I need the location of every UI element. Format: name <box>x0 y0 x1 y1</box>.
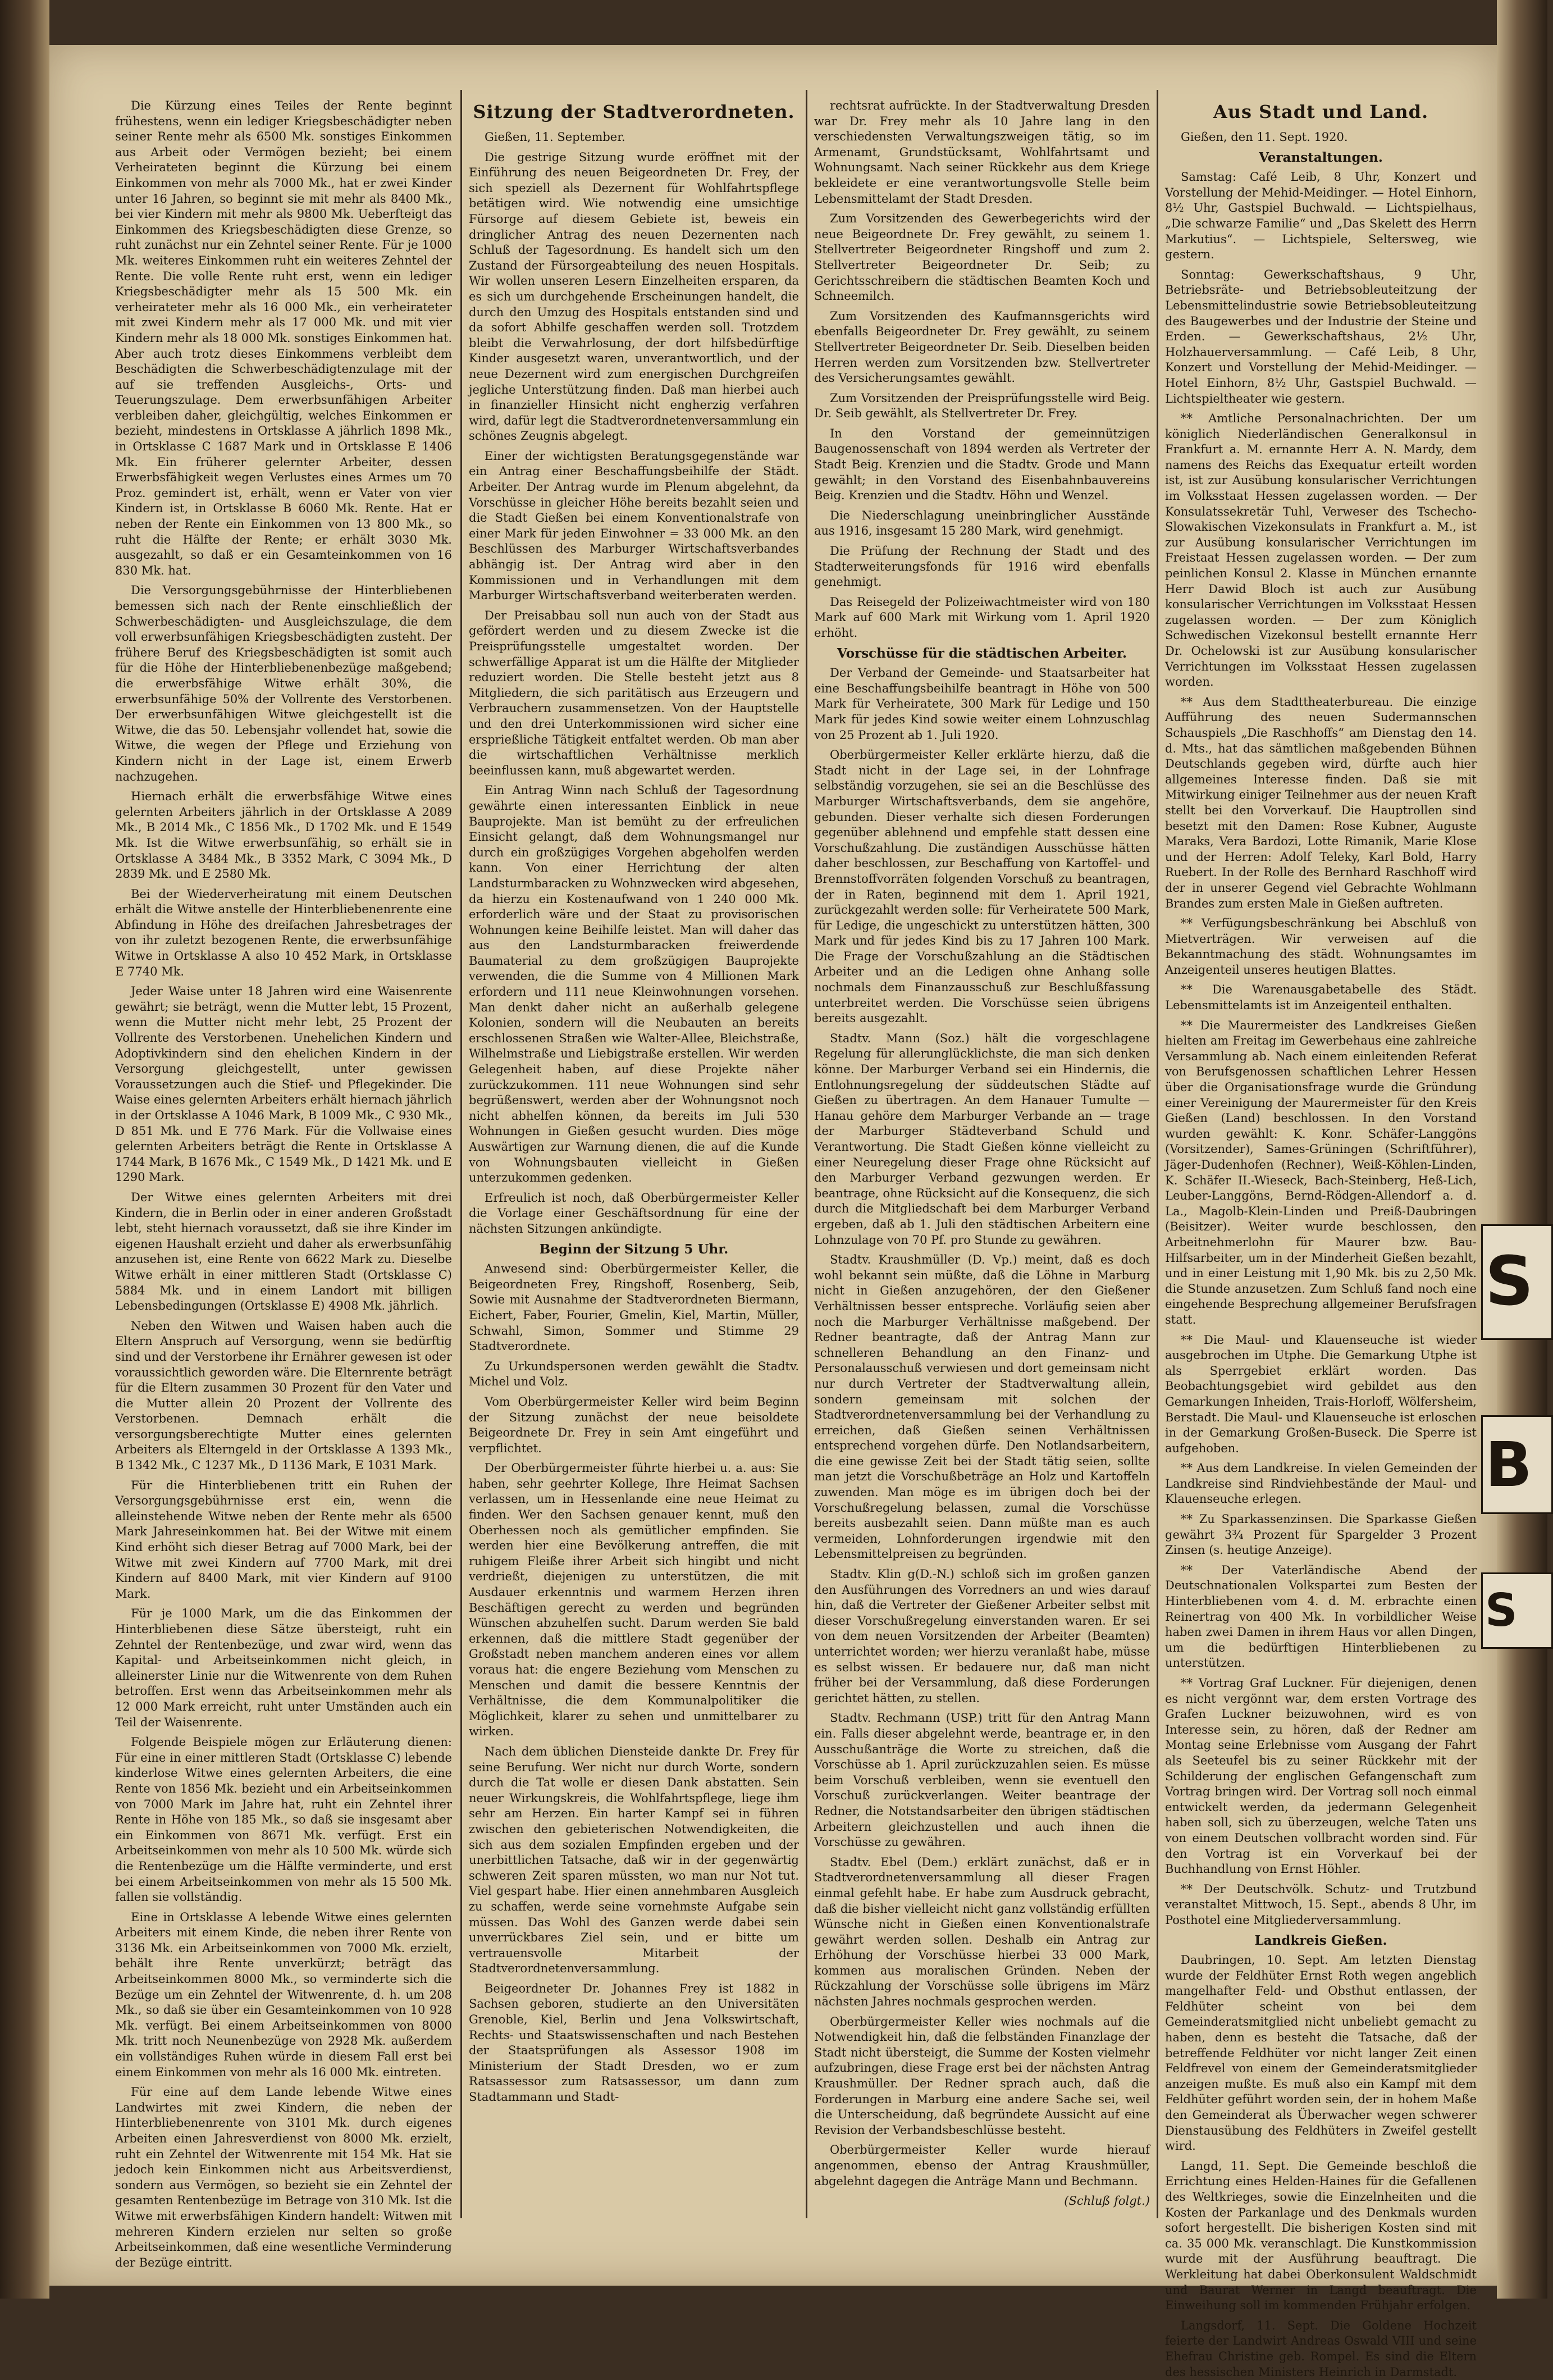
column-council-continued <box>814 98 1150 2221</box>
article-title: Sitzung der Stadtverordneten. <box>473 101 795 122</box>
dateline: Gießen, 11. September. <box>485 130 625 144</box>
paragraph: Einer der wichtigsten Beratungsgegenstände war ein Antrag einer Beschaffungsbeihilfe der Städt. Arbeiter. Der Antrag wurde im Plenum abgelehnt, da Vorschüsse in gleicher Höhe bereits bezahlt seien und die Stadt Gießen bei einem Konventionalstrafe von einer Mark für jeden Einwohner = 33 000 Mk. an den Beschlüssen des Marburger Wirtschaftsverbandes abhängig ist. Der Antrag wird aber in den Kommissionen und in Verhandlungen mit dem Marburger Wirtschaftsverband weiterberaten werden. <box>469 449 799 603</box>
paragraph: ** Aus dem Stadttheaterbureau. Die einzige Aufführung des neuen Sudermannschen Schauspiels „Die Raschhoffs“ am Dienstag den 14. d. Mts., hat das sämtlichen maßgebenden Bühnen Deutschlands gegeben wird, dürfte auch hier allgemeines Interesse finden. Daß sie mit Mitwirkung einiger Teilnehmer aus der neuen Kraft stellt bei den Vorverkauf. Die Hauptrollen sind besetzt mit den Damen: Rose Kubner, Auguste Maraks, Vera Bardozi, Lotte Rimanik, Marie Klose und der Herren: Adolf Teleky, Karl Bold, Harry Ruebert. In der Rolle des Bernhard Raschhoff wird der in unserer Gegend viel Gebrachte Wohlmann Brandes zum ersten Male in Gießen auftreten. <box>1165 695 1477 910</box>
paragraph: Langd, 11. Sept. Die Gemeinde beschloß die Errichtung eines Helden-Haines für die Gefallenen des Weltkrieges, sowie die Einzelnheiten und die Kosten der Parkanlage und des Denkmals wurden sofort hergestellt. Die bisherigen Kosten sind mit ca. 35 000 Mk. veranschlagt. Die Kunstkommission wurde mit der Ausführung beauftragt. Die Werkleitung hat dabei Oberkonsulent Waldschmidt und Baurat Werner in Langd beauftragt. Die Einweihung soll im kommenden Frühjahr erfolgen. <box>1165 2159 1477 2313</box>
column-city-council <box>469 98 799 2221</box>
column-rule-3 <box>1157 90 1158 2218</box>
adjacent-page-ad <box>1481 1224 1553 1340</box>
adjacent-page-ad <box>1481 1415 1553 1514</box>
paragraph: Für je 1000 Mark, um die das Einkommen der Hinterbliebenen diese Sätze übersteigt, ruht ein Zehntel der Rentenbezüge, und zwar wird, wenn das Kapital- und Arbeitseinkommen nicht gleich, in alleinerster Linie nur die Witwenrente von dem Ruhen betroffen. Erst wenn das Arbeitseinkommen mehr als 12 000 Mark erreicht, ruht unter Umständen auch ein Teil der Waisenrente. <box>115 1607 452 1729</box>
paragraph: Zum Vorsitzenden der Preisprüfungsstelle wird Beig. Dr. Seib gewählt, als Stellvertreter Dr. Frey. <box>814 391 1150 421</box>
paragraph: ** Amtliche Personalnachrichten. Der um königlich Niederländischen Generalkonsul in Frankfurt a. M. ernannte Herr A. N. Mardy, dem namens des Reichs das Exequatur erteilt worden ist, ist zur Ausübung konsularischer Verrichtungen im Volksstaat Hessen zugelassen worden. — Der Konsulatssekretär Tuhl, Verweser des Tschecho-Slowakischen Vizekonsulats in Frankfurt a. M., ist zur Ausübung konsularischer Verrichtungen im Freistaat Hessen zugelassen worden. — Der zum peinlichen Konsul 2. Klasse in München ernannte Herr Dawid Bloch ist auch zur Ausübung konsularischer Verrichtungen im Volksstaat Hessen zugelassen worden. — Der zum Königlich Schwedischen Vizekonsul bestellt ernannte Herr Dr. Ochelowski ist zur Ausübung konsularischer Verrichtungen im Volksstaat Hessen zugelassen worden. <box>1165 412 1477 689</box>
paragraph: Stadtv. Klin g(D.-N.) schloß sich im großen ganzen den Ausführungen des Vorredners an und wies darauf hin, daß die Vertreter der Gießener Arbeiter selbst mit dieser Vorschußregelung einverstanden waren. Er sei von dem neuen Vorsitzenden der Arbeiter (Beamten) unterrichtet worden; wer hierzu veranlaßt habe, müsse es selbst wissen. Er bedauere nur, daß man nicht früher bei der Versammlung, daß diese Forderungen gerichtet hätten, zu stellen. <box>814 1567 1150 1705</box>
paragraph: Anwesend sind: Oberbürgermeister Keller, die Beigeordneten Frey, Ringshoff, Rosenberg, Seib, Sowie mit Ausnahme der Stadtverordneten Biermann, Eichert, Faber, Fourier, Gmelin, Kiel, Martin, Müller, Schwahl, Simon, Sommer und Stimme 29 Stadtverordnete. <box>469 1262 799 1353</box>
section-subheading: Landkreis Gießen. <box>1254 1932 1387 1948</box>
paragraph: ** Vortrag Graf Luckner. Für diejenigen, denen es nicht vergönnt war, dem ersten Vortrage des Grafen Luckner beizuwohnen, wird es von Interesse sein, zu hören, daß der Redner am Montag seine Erlebnisse vom Ausgang der Fahrt als Seeteufel bis zu seiner Rückkehr mit der Schilderung der englischen Gefangenschaft zum Vortrag bringen wird. Der Vortrag soll noch einmal entwickelt werden, da jedermann Gelegenheit haben soll, sich zu überzeugen, welche Taten uns von einem Deutschen vollbracht worden sind. Für den Vortrag ist ein Vorverkauf bei der Buchhandlung von Ernst Höhler. <box>1165 1676 1477 1876</box>
paragraph: Folgende Beispiele mögen zur Erläuterung dienen: Für eine in einer mittleren Stadt (Ortsklasse C) lebende kinderlose Witwe eines gelernten Arbeiters, die eine Rente von 1856 Mk. bezieht und ein Arbeitseinkommen von 7000 Mark im Jahre hat, ruht ein Zehntel ihrer Rente in Höhe von 185 Mk., so daß sie insgesamt aber ein Einkommen von 8671 Mk. verfügt. Erst ein Arbeitseinkommen von mehr als 10 500 Mk. würde sich die Rentenbezüge um die Hälfte verminderte, und erst bei einem Arbeitseinkommen von mehr als 15 500 Mk. fallen sie vollständig. <box>115 1735 452 1904</box>
book-gutter-left <box>0 0 49 2299</box>
adjacent-page-ad <box>1481 1572 1553 1649</box>
section-title: Aus Stadt und Land. <box>1213 101 1429 122</box>
paragraph: Nach dem üblichen Diensteide dankte Dr. Frey für seine Berufung. Wer nicht nur durch Worte, sondern durch die Tat wolle er diesen Dank abstatten. Sein neuer Wirkungskreis, die Wohlfahrtspflege, liege ihm sehr am Herzen. Ein harter Kampf sei in führen zwischen den gebieterischen Notwendigkeiten, die sich aus dem sozialen Empfinden ergeben und der unerbittlichen Tatsache, daß wir in der gegenwärtig schweren Zeit sparen müssten, wo man nur Not tut. Viel gespart habe. Hier einen annehmbaren Ausgleich zu schaffen, werde seine vornehmste Aufgabe sein müssen. Das Wohl des Ganzen werde dabei sein unverrückbares Ziel sein, und er bitte um vertrauensvolle Mitarbeit der Stadtverordnetenversammlung. <box>469 1744 799 1976</box>
paragraph: In den Vorstand der gemeinnützigen Baugenossenschaft von 1894 werden als Vertreter der Stadt Beig. Krenzien und die Stadtv. Grode und Mann gewählt; in den Vorstand des Eisenbahnbauvereins Beig. Krenzien und die Stadtv. Höhn und Wenzel. <box>814 426 1150 503</box>
paragraph: Sonntag: Gewerkschaftshaus, 9 Uhr, Betriebsräte- und Betriebsobleuteitzung der Lebensmittelindustrie sowie Betriebsobleuteitzung des Baugewerbes und der Industrie der Steine und Erden. — Gewerkschaftshaus, 2½ Uhr, Holzhauerversammlung. — Café Leib, 8 Uhr, Konzert und Vorstellung der Mehid-Meidinger. — Hotel Einhorn, 8½ Uhr, Gastspiel Buchwald. — Lichtspieltheater wie gestern. <box>1165 267 1477 405</box>
paragraph: Samstag: Café Leib, 8 Uhr, Konzert und Vorstellung der Mehid-Meidinger. — Hotel Einhorn, 8½ Uhr, Gastspiel Buchwald. — Lichtspielhaus, „Die schwarze Familie“ und „Das Skelett des Herrn Markutius“. — Lichtspiele, Seltersweg, wie gestern. <box>1165 170 1477 262</box>
paragraph: Ein Antrag Winn nach Schluß der Tagesordnung gewährte einen interessanten Einblick in neue Bauprojekte. Man ist bemüht zu der erfreulichen Einsicht gelangt, daß dem Wohnungsmangel nur durch ein großzügiges Vorgehen abgeholfen werden kann. Von einer Herrichtung der alten Landsturmbaracken zu Wohnzwecken wird abgesehen, da hierzu ein Kostenaufwand von 1 240 000 Mk. erforderlich wäre und der Staat zu provisorischen Wohnungen keine Beihilfe leistet. Man will daher das aus den Landsturmbaracken freiwerdende Baumaterial zu dem großzügigen Bauprojekte verwenden, die die Summe von 4 Millionen Mark erfordern und 111 neue Kleinwohnungen vorsehen. Man denkt daher nicht an außerhalb gelegene Kolonien, sondern will die Neubauten an bereits erschlossenen Straßen wie Walter-Allee, Bleichstraße, Wilhelmstraße und Liebigstraße erstellen. Wir werden Gelegenheit haben, auf diese Projekte näher zurückzukommen. 111 neue Wohnungen sind sehr begrüßenswert, werden aber der Wohnungsnot noch nicht abhelfen können, da bereits im Juli 530 Wohnungen in Gießen gesucht wurden. Dies möge Auswärtigen zur Warnung dienen, die auf die Kunde von Wohnungsbauten vielleicht in Gießen unterzukommen gedenken. <box>469 783 799 1185</box>
paragraph: Die Prüfung der Rechnung der Stadt und des Stadterweiterungsfonds für 1916 wird ebenfalls genehmigt. <box>814 544 1150 589</box>
continued-note: (Schluß folgt.) <box>1064 2194 1150 2208</box>
paragraph: Die Kürzung eines Teiles der Rente beginnt frühestens, wenn ein lediger Kriegsbeschädigter neben seiner Rente mehr als 6500 Mk. sonstiges Einkommen aus Arbeit oder Vermögen bezieht; bei einem Verheirateten beginnt die Kürzung bei einem Einkommen von mehr als 7000 Mk., hat er zwei Kinder unter 16 Jahren, so beginnt sie mit mehr als 8400 Mk., bei vier Kindern mit mehr als 9800 Mk. Ueberfteigt das Einkommen des Kriegsbeschädigten diese Grenze, so ruht zunächst nur ein Zehntel seiner Rente. Für je 1000 Mk. weiteres Einkommen ruht ein weiteres Zehntel der Rente. Die volle Rente ruht erst, wenn ein lediger Kriegsbeschädigter mehr als 15 500 Mk. ein verheirateter mehr als 16 000 Mk., ein verheirateter mit zwei Kindern mehr als 17 000 Mk. und mit vier Kindern mehr als 18 000 Mk. sonstiges Einkommen hat. Aber auch trotz dieses Einkommens verbleibt dem Beschädigten die Schwerbeschädigtenzulage mit der auf sie treffenden Ausgleichs-, Orts- und Teuerungszulage. Dem erwerbsunfähigen Arbeiter verbleiben daher, gleichgültig, welches Einkommen er bezieht, mindestens in Ortsklasse A jährlich 1898 Mk., in Ortsklasse C 1687 Mark und in Ortsklasse E 1406 Mk. Ein früherer gelernter Arbeiter, dessen Erwerbsfähigkeit wegen Verlustes eines Armes um 70 Proz. gemindert ist, erhält, wenn er Vater von vier Kindern ist, in Ortsklasse B 6060 Mk. Rente. Hat er neben der Rente ein Einkommen von 13 800 Mk., so ruht die Hälfte der Rente; er erhält 3030 Mk. ausgezahlt, so daß er ein Gesamteinkommen von 16 830 Mk. hat. <box>115 99 452 577</box>
paragraph: Zu Urkundspersonen werden gewählt die Stadtv. Michel und Volz. <box>469 1359 799 1389</box>
paragraph: Hiernach erhält die erwerbsfähige Witwe eines gelernten Arbeiters jährlich in der Ortsklasse A 2089 Mk., B 2014 Mk., C 1856 Mk., D 1702 Mk. und E 1549 Mk. Ist die Witwe erwerbsunfähig, so erhält sie in Ortsklasse A 3484 Mk., B 3352 Mark, C 3094 Mk., D 2839 Mk. und E 2580 Mk. <box>115 790 452 881</box>
paragraph: Der Preisabbau soll nun auch von der Stadt aus gefördert werden und zu diesem Zwecke ist die Preisprüfungsstelle umgestaltet worden. Der schwerfällige Apparat ist um die Hälfte der Mitglieder reduziert worden. Die Stelle besteht jetzt aus 8 Mitgliedern, die sich paritätisch aus Erzeugern und Verbrauchern zusammensetzen. Von der Hauptstelle und den drei Unterkommissionen wird sicher eine ersprießliche Tätigkeit entfaltet werden. Ob man aber die wirtschaftlichen Verhältnisse merklich beeinflussen kann, muß abgewartet werden. <box>469 608 799 777</box>
book-edge-right <box>1497 0 1547 2299</box>
paragraph: Zum Vorsitzenden des Gewerbegerichts wird der neue Beigeordnete Dr. Frey gewählt, zu seinem 1. Stellvertreter Beigeordneter Ringshoff und zum 2. Stellvertreter Beigeordneter Dr. Seib; zu Gerichtsschreibern die städtischen Beamten Koch und Schneemilch. <box>814 212 1150 303</box>
paragraph: Bei der Wiederverheiratung mit einem Deutschen erhält die Witwe anstelle der Hinterbliebenenrente eine Abfindung in Höhe des dreifachen Jahresbetrages der von ihr zuletzt bezogenen Rente, die erwerbsunfähige Witwe in Ortsklasse A also 10 452 Mark, in Ortsklasse E 7740 Mk. <box>115 887 452 978</box>
paragraph: Jeder Waise unter 18 Jahren wird eine Waisenrente gewährt; sie beträgt, wenn die Mutter lebt, 15 Prozent, wenn die Mutter nicht mehr lebt, 25 Prozent der Vollrente des Verstorbenen. Unehelichen Kindern und Adoptivkindern sind den ehelichen Kindern in der Versorgung gleichgestellt, unter gewissen Voraussetzungen auch die Stief- und Pflegekinder. Die Waise eines gelernten Arbeiters erhält hiernach jährlich in der Ortsklasse A 1046 Mark, B 1009 Mk., C 930 Mk., D 851 Mk. und E 776 Mark. Für die Vollwaise eines gelernten Arbeiters beträgt die Rente in Ortsklasse A 1744 Mark, B 1676 Mk., C 1549 Mk., D 1421 Mk. und E 1290 Mark. <box>115 984 452 1184</box>
paragraph: Langsdorf, 11. Sept. Die Goldene Hochzeit feierte der Landwirt Andreas Oswald VIII und seine Ehefrau Christine geb. Rompel. Es sind die Eltern des hessischen Ministers Heinrich in Darmstadt. <box>1165 2318 1477 2379</box>
paragraph: Daubringen, 10. Sept. Am letzten Dienstag wurde der Feldhüter Ernst Roth wegen angeblich mangelhafter Feld- und Obsthut entlassen, der Feldhüter scheint von bei dem Gemeinderatsmitglied nicht unbeliebt gemacht zu haben, denn es besteht die Tatsache, daß der betreffende Feldhüter vor nicht langer Zeit einen Feldfrevel von einem der Gemeinderatsmitglieder anzeigen mußte. Es muß also ein Kampf mit dem Feldhüter geführt worden sein, der in hohem Maße den Gemeinderat als Überwacher wegen schwerer Dienstausübung des Feldhüters in Zweifel gestellt wird. <box>1165 1953 1477 2153</box>
paragraph: Der Verband der Gemeinde- und Staatsarbeiter hat eine Beschaffungsbeihilfe beantragt in Höhe von 500 Mark für Verheiratete, 300 Mark für Ledige und 150 Mark für jedes Kind sowie weiter einem Lohnzuschlag von 25 Prozent ab 1. Juli 1920. <box>814 666 1150 742</box>
section-subheading: Beginn der Sitzung 5 Uhr. <box>539 1241 729 1257</box>
paragraph: Die Versorgungsgebührnisse der Hinterbliebenen bemessen sich nach der Rente einschließlich der Schwerbeschädigten- und Ausgleichszulage, die dem voll erwerbsunfähigen Kriegsbeschädigten zusteht. Der frühere Beruf des Kriegsbeschädigten ist somit auch für die Höhe der Hinterbliebenenbezüge maßgebend; die erwerbsfähige Witwe erhält 30%, die erwerbsunfähige 50% der Vollrente des Verstorbenen. Der erwerbsunfähigen Witwe gleichgestellt ist die Witwe, die das 50. Lebensjahr vollendet hat, sowie die Witwe, die wegen der Pflege und Erziehung von Kindern nicht in der Lage ist, einem Erwerb nachzugehen. <box>115 583 452 783</box>
paragraph: ** Aus dem Landkreise. In vielen Gemeinden der Landkreise sind Rindviehbestände der Maul- und Klauenseuche erlegen. <box>1165 1461 1477 1506</box>
ad-letter: B <box>1485 1429 1532 1501</box>
paragraph: ** Die Maul- und Klauenseuche ist wieder ausgebrochen im Utphe. Die Gemarkung Utphe ist als Sperrgebiet erklärt worden. Das Beobachtungsgebiet wird gebildet aus den Gemarkungen Inheiden, Trais-Horloff, Wölfersheim, Berstadt. Die Maul- und Klauenseuche ist erloschen in der Gemarkung Großen-Buseck. Die Sperre ist aufgehoben. <box>1165 1333 1477 1455</box>
paragraph: Die gestrige Sitzung wurde eröffnet mit der Einführung des neuen Beigeordneten Dr. Frey, der sich speziell als Dezernent für Wohlfahrtspflege betätigen wird. Wie notwendig eine umsichtige Fürsorge auf diesem Gebiete ist, beweis ein dringlicher Antrag des neuen Dezernenten nach Schluß der Tagesordnung. Es handelt sich um den Zustand der Fürsorgeabteilung des neuen Hospitals. Wir wollen unseren Lesern Einzelheiten ersparen, da es sich um durchgehende Erscheinungen handelt, die durch den Umzug des Hospitals entstanden sind und da sofort Abhilfe geschaffen werden soll. Trotzdem bleibt die Verwahrlosung, der dort hilfsbedürftige Kinder ausgesetzt waren, unverantwortlich, und der neue Dezernent wird zum energischen Durchgreifen jegliche Unterstützung finden. Daß man hierbei auch in finanzieller Hinsicht nicht engherzig verfahren wird, dafür legt die Stadtverordnetenversammlung ein schönes Zeugnis abgelegt. <box>469 150 799 443</box>
paragraph: ** Der Vaterländische Abend der Deutschnationalen Volkspartei zum Besten der Hinterbliebenen vom 4. d. M. erbrachte einen Reinertrag von 400 Mk. In vorbildlicher Weise haben zwei Damen in ihrem Haus vor allen Dingen, um die bedürftigen Hinterbliebenen zu unterstützen. <box>1165 1563 1477 1670</box>
dateline: Gießen, den 11. Sept. 1920. <box>1181 130 1348 144</box>
paragraph: Vom Oberbürgermeister Keller wird beim Beginn der Sitzung zunächst der neue beisoldete Beigeordnete Dr. Frey in sein Amt eingeführt und verpflichtet. <box>469 1394 799 1455</box>
paragraph: Stadtv. Mann (Soz.) hält die vorgeschlagene Regelung für allerunglücklichste, die man sich denken könne. Der Marburger Verband sei ein Hindernis, die Entlohnungsregelung der süddeutschen Städte auf Gießen zu übertragen. An dem Hanauer Tumulte — Hanau gehöre dem Marburger Verbande an — trage der Marburger Städteverband Schuld und Verantwortung. Die Stadt Gießen könne vielleicht zu einer Neuregelung dieser Frage ohne Rücksicht auf den Marburger Verband gezwungen werden. Er beantrage, ohne Rücksicht auf die Konsequenz, die sich durch die Mitgliedschaft bei dem Marburger Verband ergeben, daß ab 1. Juli den städtischen Arbeitern eine Lohnzulage von 70 Pf. pro Stunde zu gewähren. <box>814 1031 1150 1247</box>
section-subheading: Veranstaltungen. <box>1259 149 1383 165</box>
ad-letter: S <box>1485 1243 1534 1321</box>
paragraph: Stadtv. Kraushmüller (D. Vp.) meint, daß es doch wohl bekannt sein müßte, daß die Löhne in Marburg nicht in Gießen anzugehören, der den Gießener Verhältnissen besser entspreche. Vorläufig seien aber noch die Marburger Verhältnisse maßgebend. Der Redner beantragte, daß der Antrag Mann zur schnelleren Behandlung an den Finanz- und Personalausschuß verwiesen und dort gemeinsam nicht nur durch Vertreter der Stadtverwaltung allein, sondern gemeinsam mit solchen der Stadtverordnetenversammlung bei der Verhandlung zu erreichen, daß Gießen seinen Verhältnissen entsprechend vorgehen dürfe. Den Notlandsarbeitern, die eine gewisse Zeit bei der Stadt tätig seien, sollte man jetzt die Vorschußbeträge an Holz und Kartoffeln zuwenden. Man möge es im übrigen doch bei der Vorschußregelung belassen, zumal die Vorschüsse bereits ausbezahlt seien. Dann müßte man es auch vermeiden, Lohnforderungen irgendwie mit den Lebensmittelpreisen zu begründen. <box>814 1253 1150 1561</box>
paragraph: ** Verfügungsbeschränkung bei Abschluß von Mietverträgen. Wir verweisen auf die Bekanntmachung des städt. Wohnungsamtes im Anzeigenteil unseres heutigen Blattes. <box>1165 917 1477 977</box>
paragraph: Für eine auf dem Lande lebende Witwe eines Landwirtes mit zwei Kindern, die neben der Hinterbliebenenrente von 3101 Mk. durch eigenes Arbeiten einen Jahresverdienst von 8000 Mk. erzielt, ruht ein Zehntel der Witwenrente mit 154 Mk. Hat sie jedoch kein Einkommen nicht aus Arbeitsverdienst, sondern aus Vermögen, so bezieht sie ein Zehntel der gesamten Rentenbezüge im Betrage von 310 Mk. Ist die Witwe mit erwerbsfähigen Kindern handelt: Witwen mit mehreren Kindern erzielen nur selten so große Arbeitseinkommen, daß eine wesentliche Verminderung der Bezüge eintritt. <box>115 2085 452 2269</box>
paragraph: Die Niederschlagung uneinbringlicher Ausstände aus 1916, insgesamt 15 280 Mark, wird genehmigt. <box>814 508 1150 538</box>
column-rule-2 <box>806 90 807 2218</box>
paragraph: Oberbürgermeister Keller wies nochmals auf die Notwendigkeit hin, daß die felbständen Finanzlage der Stadt nicht übersteigt, die Summe der Kosten vielmehr aufzubringen, diese Frage erst bei der nächsten Antrag Kraushmüller. Der Redner sprach auch, daß die Forderungen in Marburg eine andere Sache sei, weil die Unterscheidung, daß begründete Aussicht auf eine Revision der Verbandsbeschlüsse besteht. <box>814 2014 1150 2137</box>
paragraph: Oberbürgermeister Keller erklärte hierzu, daß die Stadt nicht in der Lage sei, in der Lohnfrage selbständig vorzugehen, sie sei an die Beschlüsse des Marburger Wirtschaftsverbands, dem sie angehöre, gebunden. Dieser verhalte sich diesen Forderungen gegenüber ablehnend und empfehle statt dessen eine Vorschußzahlung. Die zuständigen Ausschüsse hätten daher beschlossen, zur Beschaffung von Kartoffel- und Brennstoffvorräten folgenden Vorschuß zu beantragen, der in Raten, beginnend mit dem 1. April 1921, zurückgezahlt werden solle: für Verheiratete 500 Mark, für Ledige, die ungeschickt zu unterstützen hätten, 300 Mark und für jedes Kind bis zu 17 Jahren 100 Mark. Die Frage der Vorschußzahlung an die Städtischen Arbeiter und an die Ledigen ohne Anhang solle nochmals dem Finanzausschuß zur Beschlußfassung unterbreitet werden. Die Vorschüsse seien übrigens bereits ausgezahlt. <box>814 748 1150 1025</box>
paragraph: Beigeordneter Dr. Johannes Frey ist 1882 in Sachsen geboren, studierte an den Universitäten Grenoble, Kiel, Berlin und Jena Volkswirtschaft, Rechts- und Staatswissenschaften und nach Bestehen der Staatsprüfungen als Assessor 1908 im Ministerium der Stadt Dresden, wo er zum Ratsassessor zum Ratsassessor, um dann zum Stadtammann und Stadt- <box>469 1981 799 2104</box>
paragraph: rechtsrat aufrückte. In der Stadtverwaltung Dresden war Dr. Frey mehr als 10 Jahre lang in den verschiedensten Verwaltungszweigen tätig, so im Armenamt, Grundstücksamt, Wohlfahrtsamt und Wohnungsamt. Nach seiner Rückkehr aus dem Kriege bekleidete er eine verantwortungsvolle Stelle beim Lebensmittelamt der Stadt Dresden. <box>814 99 1150 206</box>
paragraph: ** Der Deutschvölk. Schutz- und Trutzbund veranstaltet Mittwoch, 15. Sept., abends 8 Uhr, im Posthotel eine Mitgliederversammlung. <box>1165 1882 1477 1927</box>
column-pension-article <box>115 98 452 2269</box>
column-rule-1 <box>460 90 462 2218</box>
paragraph: Zum Vorsitzenden des Kaufmannsgerichts wird ebenfalls Beigeordneter Dr. Frey gewählt, zu seinem Stellvertreter Beigeordneter Dr. Seib. Dieselben beiden Herren werden zum Vorsitzenden bzw. Stellvertreter des Versicherungsamtes gewählt. <box>814 309 1150 385</box>
paragraph: Der Witwe eines gelernten Arbeiters mit drei Kindern, die in Berlin oder in einer anderen Großstadt lebt, steht hiernach voraussetzt, daß sie ihre Kinder im eigenen Haushalt erzieht und daher als erwerbsunfähig anzusehen ist, eine Rente von 6622 Mark zu. Dieselbe Witwe erhält in einer mittleren Stadt (Ortsklasse C) 5884 Mk. und in einem Landort mit billigen Lebensbedingungen (Ortsklasse E) 4908 Mk. jährlich. <box>115 1190 452 1313</box>
paragraph: Für die Hinterbliebenen tritt ein Ruhen der Versorgungsgebührnisse erst ein, wenn die alleinstehende Witwe neben der Rente mehr als 6500 Mark Jahreseinkommen hat. Bei der Witwe mit einem Kind erhöht sich dieser Betrag auf 7000 Mark, bei der Witwe mit zwei Kindern auf 7700 Mark, mit drei Kindern auf 8400 Mark, mit vier Kindern auf 9100 Mark. <box>115 1478 452 1601</box>
paragraph: ** Die Maurermeister des Landkreises Gießen hielten am Freitag im Gewerbehaus eine zahlreiche Versammlung ab. Nach einem einleitenden Referat von Berufsgenossen schaftlichen Lehrer Hessen über die Organisationsfrage wurde die Gründung einer Vereinigung der Maurermeister für den Kreis Gießen (Land) beschlossen. In den Vorstand wurden gewählt: K. Konr. Schäfer-Langgöns (Vorsitzender), Sames-Grüningen (Schriftführer), Jäger-Dudenhofen (Rechner), Weiß-Köhlen-Linden, K. Schäfer II.-Wieseck, Bach-Steinberg, Heß-Lich, Leuber-Langgöns, Bernd-Rödgen-Allendorf a. d. La., Magolb-Klein-Linden und Preiß-Daubringen (Beisitzer). Weiter wurde beschlossen, den Arbeitnehmerlohn für Maurer bzw. Bau-Hilfsarbeiter, um in der Minderheit Gießen bezahlt, und in einer Leistung mit 1,90 Mk. bis zu 2,50 Mk. die Stunde anzusetzen. Zum Schluß fand noch eine eingehende Besprechung allgemeiner Berufsfragen statt. <box>1165 1018 1477 1326</box>
paragraph: Der Oberbürgermeister führte hierbei u. a. aus: Sie haben, sehr geehrter Kollege, Ihre Heimat Sachsen verlassen, um in Hessenlande eine neue Heimat zu finden. Wer den Sachsen genauer kennt, muß den Oberhessen noch als gemütlicher empfinden. Sie werden hier eine Bevölkerung antreffen, die mit ruhigem Fleiße ihrer Arbeit sich hingibt und nicht verdrießt, diejenigen zu unterstützen, die mit Ausdauer erkenntnis und warmem Herzen ihren Beschäftigen gerecht zu werden und begründen Wünschen abzuhelfen sucht. Darum werden Sie bald erkennen, daß die mittlere Stadt gegenüber der Großstadt neben manchem anderen eines vor allem voraus hat: die engere Beziehung vom Menschen zu Menschen und damit die bessere Kenntnis der Verhältnisse, die dem Kommunalpolitiker die Möglichkeit, klarer zu sehen und unmittelbarer zu wirken. <box>469 1461 799 1739</box>
ad-letter: S <box>1485 1584 1518 1636</box>
paragraph: ** Die Warenausgabetabelle des Städt. Lebensmittelamts ist im Anzeigenteil enthalten. <box>1165 983 1477 1013</box>
column-local-news <box>1165 98 1477 2379</box>
paragraph: Oberbürgermeister Keller wurde hierauf angenommen, ebenso der Antrag Kraushmüller, abgelehnt dagegen die Anträge Mann und Bechmann. <box>814 2143 1150 2188</box>
paragraph: Das Reisegeld der Polizeiwachtmeister wird von 180 Mark auf 600 Mark mit Wirkung vom 1. April 1920 erhöht. <box>814 595 1150 640</box>
paragraph: Stadtv. Ebel (Dem.) erklärt zunächst, daß er in Stadtverordnetenversammlung all dieser Fragen einmal gefehlt habe. Er habe zum Ausdruck gebracht, daß die bisher vielleicht nicht ganz vollständig erfüllten Wünsche nicht in Gießen einen Konventionalstrafe gewährt werden sollen. Deshalb ein Antrag zur Erhöhung der Vorschüsse hierbei 33 000 Mark, kommen aus moralischen Gründen. Neben der Rückzahlung der Vorschüsse solle übrigens im März nächsten Jahres nochmals gesprochen werden. <box>814 1855 1150 2009</box>
paragraph: ** Zu Sparkassenzinsen. Die Sparkasse Gießen gewährt 3¾ Prozent für Spargelder 3 Prozent Zinsen (s. heutige Anzeige). <box>1165 1512 1477 1557</box>
paragraph: Erfreulich ist noch, daß Oberbürgermeister Keller die Vorlage einer Geschäftsordnung für eine der nächsten Sitzungen ankündigte. <box>469 1191 799 1235</box>
paragraph: Neben den Witwen und Waisen haben auch die Eltern Anspruch auf Versorgung, wenn sie bedürftig sind und der Verstorbene ihr Ernährer gewesen ist oder voraussichtlich geworden wäre. Die Elternrente beträgt für die Eltern zusammen 30 Prozent für den Vater und die Mutter allein 20 Prozent der Vollrente des Verstorbenen. Demnach erhält die versorgungsberechtigte Mutter eines gelernten Arbeiters als Elterngeld in der Ortsklasse A 1393 Mk., B 1342 Mk., C 1237 Mk., D 1136 Mark, E 1031 Mark. <box>115 1319 452 1472</box>
paragraph: Eine in Ortsklasse A lebende Witwe eines gelernten Arbeiters mit einem Kinde, die neben ihrer Rente von 3136 Mk. ein Arbeitseinkommen von 7000 Mk. erzielt, behält ihre Rente unverkürzt; beträgt das Arbeitseinkommen 8000 Mk., so verminderte sich die Bezüge um ein Zehntel der Witwenrente, d. h. um 208 Mk., so daß sie über ein Gesamteinkommen von 10 928 Mk. verfügt. Bei einem Arbeitseinkommen von 8000 Mk. tritt noch Neunenbezüge von 2928 Mk. außerdem ein vollständiges Ruhen würde in diesem Fall erst bei einem Einkommen von mehr als 16 000 Mk. eintreten. <box>115 1910 452 2079</box>
section-subheading: Vorschüsse für die städtischen Arbeiter. <box>837 645 1127 661</box>
paragraph: Stadtv. Rechmann (USP.) tritt für den Antrag Mann ein. Falls dieser abgelehnt werde, beantrage er, in den Ausschußanträge die Worte zu streichen, daß die Vorschüsse ab 1. April zurückzuzahlen seien. Es müsse beim Vorschuß verbleiben, wenn sie eventuell den Vorschuß zurückverlangen. Weiter beantrage der Redner, die Notstandsarbeiter den übrigen städtischen Arbeitern gleichzustellen und auch ihnen die Vorschüsse zu gewähren. <box>814 1711 1150 1849</box>
